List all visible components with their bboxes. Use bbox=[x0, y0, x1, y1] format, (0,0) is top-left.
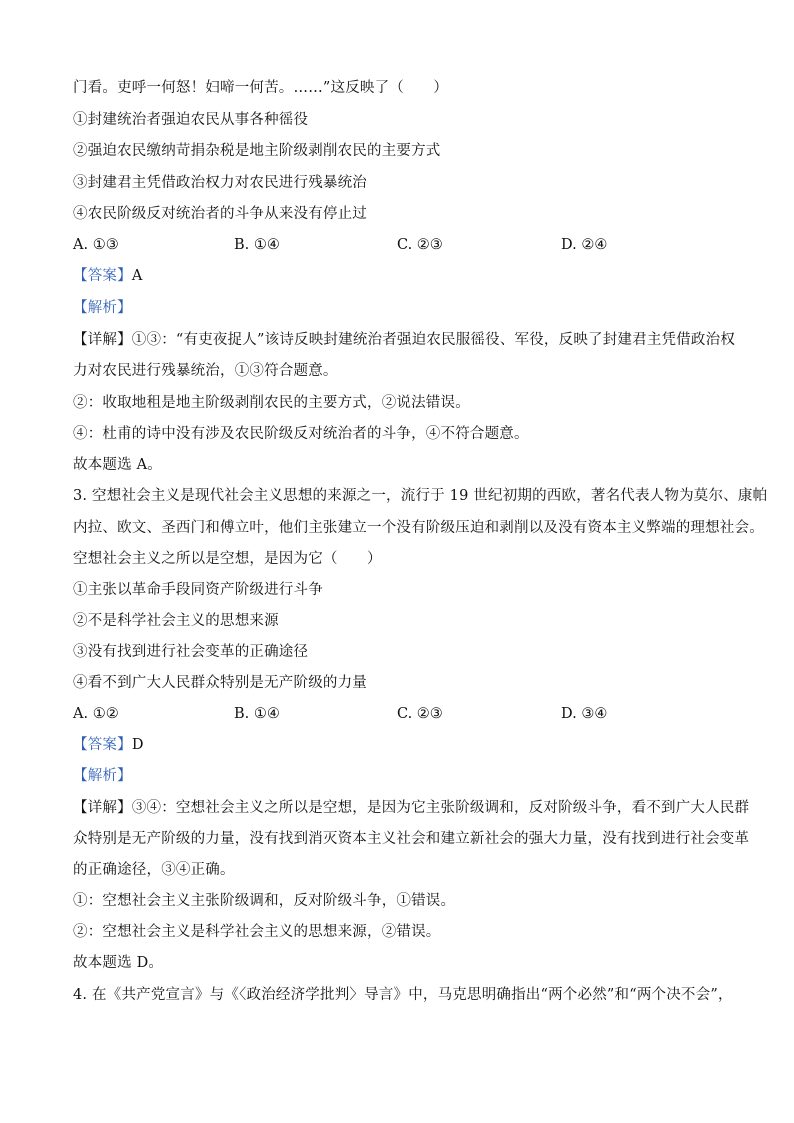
q2-option-d: D. ②④ bbox=[561, 237, 608, 253]
q3-detail-line-3: 的正确途径，③④正确。 bbox=[73, 862, 235, 878]
q2-options bbox=[73, 235, 733, 255]
q2-detail-line-3: ②：收取地租是地主阶级剥削农民的主要方式，②说法错误。 bbox=[73, 395, 470, 411]
q3-option-a: A. ①② bbox=[73, 706, 119, 722]
q4-stem-line-1: 4. 在《共产党宣言》与《〈政治经济学批判〉导言》中，马克思明确指出“两个必然”和“两个决不会”， bbox=[73, 987, 733, 1003]
q3-detail-line-1: 【详解】③④：空想社会主义之所以是空想，是因为它主张阶级调和，反对阶级斗争，看不到广大人民群 bbox=[73, 800, 750, 816]
q2-detail-line-2: 力对农民进行残暴统治，①③符合题意。 bbox=[73, 363, 338, 379]
q2-answer-value: A bbox=[131, 268, 143, 284]
q3-conclusion: 故本题选 D。 bbox=[73, 955, 164, 971]
q3-answer-line bbox=[73, 735, 733, 755]
q3-detail-line-2: 众特别是无产阶级的力量，没有找到消灭资本主义社会和建立新社会的强大力量，没有找到进行社会变革 bbox=[73, 831, 750, 847]
q3-statement-2: ②不是科学社会主义的思想来源 bbox=[73, 613, 279, 629]
q2-conclusion: 故本题选 A。 bbox=[73, 457, 162, 473]
q2-detail-line-4: ④：杜甫的诗中没有涉及农民阶级反对统治者的斗争，④不符合题意。 bbox=[73, 426, 529, 442]
q2-option-b: B. ①④ bbox=[234, 237, 280, 253]
q2-statement-2: ②强迫农民缴纳苛捐杂税是地主阶级剥削农民的主要方式 bbox=[73, 143, 441, 159]
q2-detail-line-1: 【详解】①③：“有吏夜捉人”该诗反映封建统治者强迫农民服徭役、军役，反映了封建君主凭借政治权 bbox=[73, 332, 736, 348]
q3-stem-line-3: 空想社会主义之所以是空想，是因为它（ ） bbox=[73, 551, 382, 567]
q3-option-c: C. ②③ bbox=[397, 706, 443, 722]
q3-stem-line-2: 内拉、欧文、圣西门和傅立叶，他们主张建立一个没有阶级压迫和剥削以及没有资本主义弊端的理想社会。 bbox=[73, 520, 764, 536]
q2-answer-tag: 【答案】 bbox=[73, 268, 132, 284]
q3-statement-1: ①主张以革命手段同资产阶级进行斗争 bbox=[73, 582, 323, 598]
q3-statement-4: ④看不到广大人民群众特别是无产阶级的力量 bbox=[73, 675, 367, 691]
q2-statement-4: ④农民阶级反对统治者的斗争从来没有停止过 bbox=[73, 206, 367, 222]
q3-detail-line-4: ①：空想社会主义主张阶级调和，反对阶级斗争，①错误。 bbox=[73, 893, 456, 909]
q2-option-a: A. ①③ bbox=[73, 237, 119, 253]
q3-options bbox=[73, 704, 733, 724]
q3-answer-value: D bbox=[131, 737, 144, 753]
q3-detail-line-5: ②：空想社会主义是科学社会主义的思想来源，②错误。 bbox=[73, 924, 441, 940]
q2-analysis-tag: 【解析】 bbox=[73, 300, 132, 316]
q3-stem-line-1: 3. 空想社会主义是现代社会主义思想的来源之一，流行于 19 世纪初期的西欧，著名代表人物为莫尔、康帕 bbox=[73, 488, 768, 504]
q3-answer-tag: 【答案】 bbox=[73, 737, 132, 753]
q2-answer-line bbox=[73, 266, 733, 286]
q3-analysis-tag: 【解析】 bbox=[73, 768, 132, 784]
q3-statement-3: ③没有找到进行社会变革的正确途径 bbox=[73, 644, 309, 660]
q2-option-c: C. ②③ bbox=[397, 237, 443, 253]
q2-stem-tail: 门看。吏呼一何怒！妇啼一何苦。……”这反映了（ ） bbox=[73, 80, 449, 96]
q3-option-d: D. ③④ bbox=[561, 706, 608, 722]
q3-option-b: B. ①④ bbox=[234, 706, 280, 722]
q2-statement-1: ①封建统治者强迫农民从事各种徭役 bbox=[73, 112, 309, 128]
q2-statement-3: ③封建君主凭借政治权力对农民进行残暴统治 bbox=[73, 175, 367, 191]
